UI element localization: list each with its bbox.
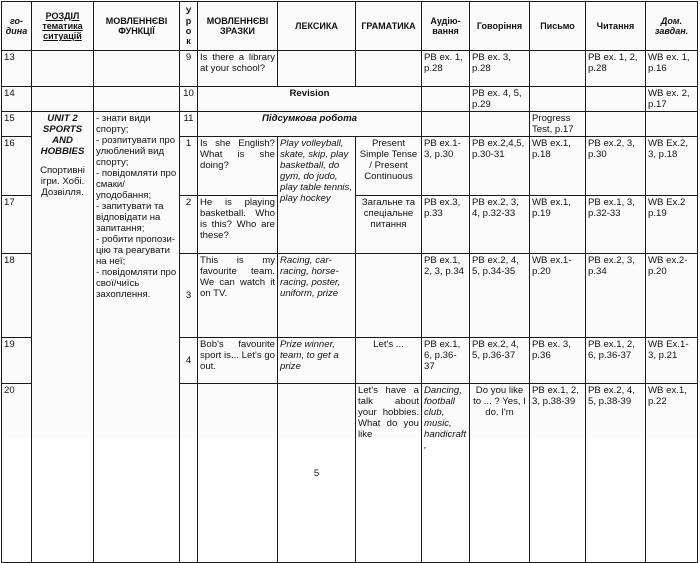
urok-cell: 2 xyxy=(180,196,198,254)
function-item: - розпитувати про улюблений вид спорту; xyxy=(96,135,176,168)
writing-cell: WB ex.1, p.19 xyxy=(530,196,586,254)
gramatyka-cell: Present Simple Tense / Present Continuous xyxy=(356,137,422,196)
table-row xyxy=(2,87,698,112)
function-item: - робити пропози-цію та реагувати на неї; xyxy=(96,234,176,267)
table-row xyxy=(2,112,698,137)
homework-cell: WB Ex.2 p.19 xyxy=(646,196,698,254)
functions-list xyxy=(94,112,180,563)
leksyka-cell: Racing, car-racing, horse-racing, poster, uniform, prize xyxy=(278,254,356,338)
day-cell: 18 xyxy=(2,254,32,338)
function-item: - знати види спорту; xyxy=(96,113,151,135)
urok-cell: 10 xyxy=(180,87,198,112)
unit-subtitle: Спортивні ігри. Хобі. Дозвілля. xyxy=(40,165,85,198)
speaking-cell xyxy=(470,112,530,137)
audio-cell xyxy=(422,87,470,112)
header-speaking: Говоріння xyxy=(470,2,530,51)
header-writing: Письмо xyxy=(530,2,586,51)
urok-cell: 1 xyxy=(180,137,198,196)
gramatyka-cell xyxy=(356,254,422,338)
homework-cell: WB ex. 2, p.17 xyxy=(646,87,698,112)
revision-cell: Revision xyxy=(198,87,422,112)
function-item: - повідомляти про свої/чиїсь захоплення. xyxy=(96,267,177,300)
zrazky-cell: Is she English? What is she doing? xyxy=(198,137,278,196)
header-day: го- дина xyxy=(2,2,32,51)
zrazky-cell: Bob's favourite sport is... Let's go out. xyxy=(198,338,278,384)
day-cell: 15 xyxy=(2,112,32,137)
day-cell: 19 xyxy=(2,338,32,384)
speaking-cell: PB ex.2, 4, 5, p.38-39 xyxy=(586,384,646,563)
reading-cell: PB ex.1, 2, 6, p.36-37 xyxy=(586,338,646,384)
homework-cell: WB ex. 1, p.16 xyxy=(646,51,698,87)
gramatyka-cell xyxy=(356,51,422,87)
homework-cell: WB Ex.1-3, p.21 xyxy=(646,338,698,384)
reading-cell: PB ex.2, 3, p.30 xyxy=(586,137,646,196)
homework-cell: WB Ex.2, 3, p.18 xyxy=(646,137,698,196)
speaking-cell: PB ex. 3, p.28 xyxy=(470,51,530,87)
header-audio: Аудію-вання xyxy=(422,2,470,51)
day-cell: 17 xyxy=(2,196,32,254)
functions-cell xyxy=(94,87,180,112)
audio-cell: PB ex. 1, p.28 xyxy=(422,51,470,87)
speaking-cell: PB ex.2,4,5, p.30-31 xyxy=(470,137,530,196)
writing-cell xyxy=(530,51,586,87)
day-cell: 20 xyxy=(2,384,32,563)
reading-cell: PB ex.1, 3, p.32-33 xyxy=(586,196,646,254)
header-functions: МОВЛЕННЄВІ ФУНКЦІЇ xyxy=(94,2,180,51)
unit-title: UNIT 2 SPORTS AND HOBBIES xyxy=(40,113,85,157)
gramatyka-cell: Загальне та спеціальне питання xyxy=(356,196,422,254)
lesson-plan-table xyxy=(1,1,698,563)
day-cell: 14 xyxy=(2,87,32,112)
urok-cell: 5 xyxy=(278,384,356,563)
header-rozdil: РОЗДІЛ тематика ситуацій xyxy=(32,2,94,51)
audio-cell: PB ex.1, 6, p.36-37 xyxy=(422,338,470,384)
writing-cell: PB ex. 3, p.36 xyxy=(530,338,586,384)
rozdil-cell xyxy=(32,51,94,87)
urok-cell: 3 xyxy=(180,254,198,338)
section-cell xyxy=(32,112,94,563)
speaking-cell: PB ex.2, 4, 5, p.36-37 xyxy=(470,338,530,384)
leksyka-cell: Dancing, football club, music, handicraft, xyxy=(422,384,470,563)
audio-cell: PB ex.3, p.33 xyxy=(422,196,470,254)
urok-cell: 4 xyxy=(180,338,198,384)
urok-cell: 11 xyxy=(180,112,198,137)
homework-cell: WB ex.2-p.20 xyxy=(646,254,698,338)
functions-cell xyxy=(198,384,278,563)
function-item: - запитувати та відповідати на запитання; xyxy=(96,201,164,234)
reading-cell xyxy=(586,87,646,112)
header-reading: Читання xyxy=(586,2,646,51)
functions-cell xyxy=(94,51,180,87)
speaking-cell: PB ex. 4, 5, p.29 xyxy=(470,87,530,112)
test-cell: Підсумкова робота xyxy=(198,112,422,137)
audio-cell: PB ex.1, 2, 3, p.38-39 xyxy=(530,384,586,563)
audio-cell xyxy=(422,112,470,137)
zrazky-cell: Let's have a talk about your hobbies. What do you like xyxy=(356,384,422,563)
header-row xyxy=(2,2,698,51)
writing-cell xyxy=(530,87,586,112)
writing-cell: WB ex.1, p.18 xyxy=(530,137,586,196)
reading-cell xyxy=(586,112,646,137)
urok-cell: 9 xyxy=(180,51,198,87)
header-zrazky: МОВЛЕННЄВІ ЗРАЗКИ xyxy=(198,2,278,51)
zrazky-cell: He is playing basketball. Who is this? Who are these? xyxy=(198,196,278,254)
table-row xyxy=(2,51,698,87)
speaking-cell: PB ex.2, 4, 5, p.34-35 xyxy=(470,254,530,338)
writing-cell: WB ex.1, p.22 xyxy=(646,384,698,563)
gramatyka-cell: Let's ... xyxy=(356,338,422,384)
reading-cell: PB ex.2, 3, p.34 xyxy=(586,254,646,338)
header-urok: У р о к xyxy=(180,2,198,51)
header-homework: Дом. завдан. xyxy=(646,2,698,51)
leksyka-cell: Prize winner, team, to get a prize xyxy=(278,338,356,384)
day-cell: 16 xyxy=(2,137,32,196)
audio-cell: PB ex.1-3, p.30 xyxy=(422,137,470,196)
function-item: - повідомляти про смаки/уподобання; xyxy=(96,168,177,201)
homework-cell xyxy=(646,112,698,137)
writing-cell: WB ex.1-p.20 xyxy=(530,254,586,338)
leksyka-cell: Play volleyball, skate, skip, play basketball, do gym, do judo, play table tennis, play hockey xyxy=(278,137,356,254)
zrazky-cell: Is there a library at your school? xyxy=(198,51,278,87)
audio-cell: PB ex.1, 2, 3, p.34 xyxy=(422,254,470,338)
zrazky-cell: This is my favourite team. We can watch it on TV. xyxy=(198,254,278,338)
leksyka-cell xyxy=(278,51,356,87)
header-leksyka: ЛЕКСИКА xyxy=(278,2,356,51)
day-cell: 13 xyxy=(2,51,32,87)
writing-cell: Progress Test, p.17 xyxy=(530,112,586,137)
speaking-cell: PB ex.2, 3, 4, p.32-33 xyxy=(470,196,530,254)
reading-cell: PB ex. 1, 2, p.28 xyxy=(586,51,646,87)
rozdil-cell xyxy=(180,384,198,563)
gramatyka-cell: Do you like to ... ? Yes, I do. I'm xyxy=(470,384,530,563)
header-gramatyka: ГРАМАТИКА xyxy=(356,2,422,51)
rozdil-cell xyxy=(32,87,94,112)
